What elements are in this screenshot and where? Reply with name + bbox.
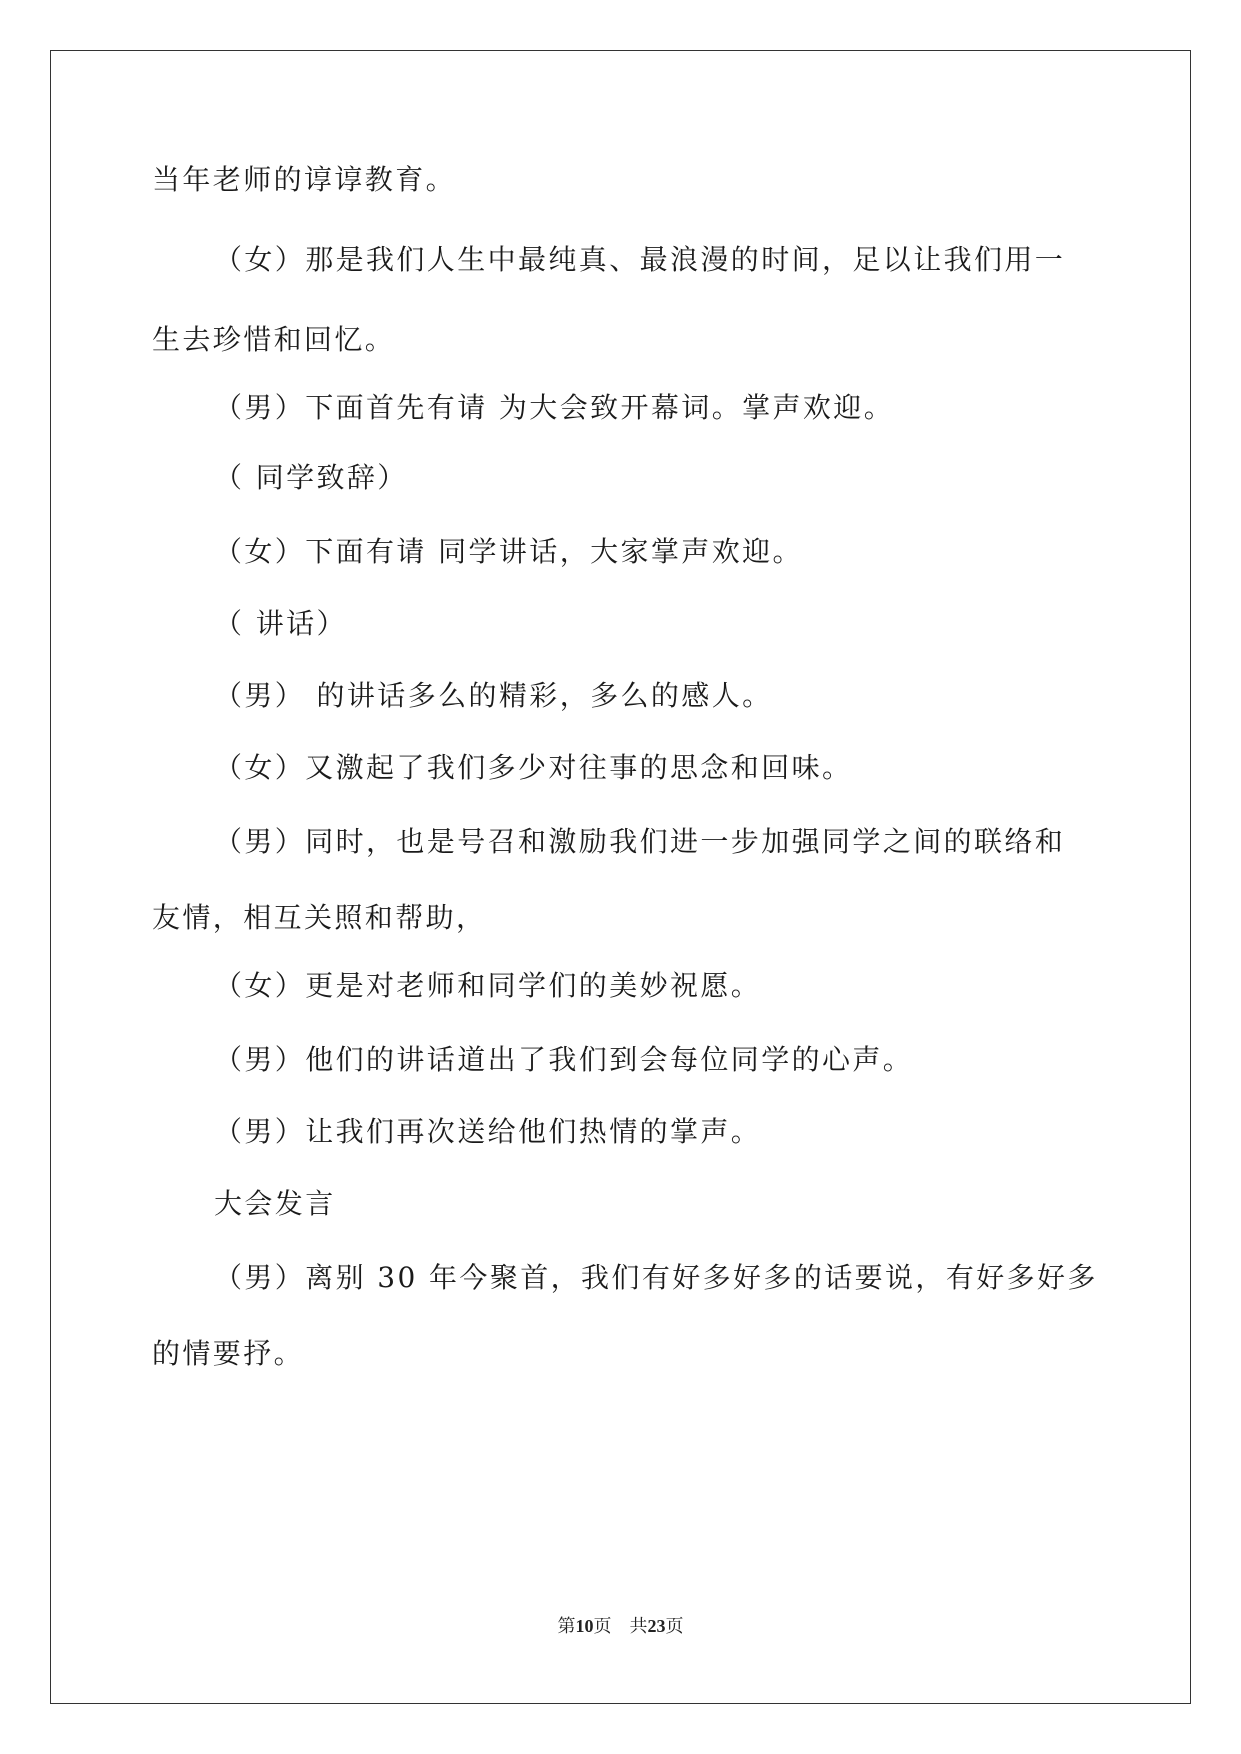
footer-total-pages: 23 xyxy=(647,1616,666,1636)
paragraph-line: （女）那是我们人生中最纯真、最浪漫的时间，足以让我们用一 xyxy=(214,243,1066,276)
paragraph-line: （女）更是对老师和同学们的美妙祝愿。 xyxy=(214,969,762,1002)
paragraph-line: 生去珍惜和回忆。 xyxy=(152,323,396,356)
footer-page-suffix: 页 xyxy=(665,1616,684,1636)
footer-page-mid: 页 共 xyxy=(593,1616,648,1636)
paragraph-line: （ 讲话） xyxy=(214,607,347,640)
paragraph-line: （ 同学致辞） xyxy=(214,461,408,494)
paragraph-line: （男）同时，也是号召和激励我们进一步加强同学之间的联络和 xyxy=(214,825,1066,858)
paragraph-line: （男）离别 30 年今聚首，我们有好多好多的话要说，有好多好多 xyxy=(214,1261,1098,1294)
page-border xyxy=(50,50,1191,1704)
paragraph-line: 友情，相互关照和帮助， xyxy=(152,901,487,934)
paragraph-line: （女）又激起了我们多少对往事的思念和回味。 xyxy=(214,751,853,784)
footer-current-page: 10 xyxy=(575,1616,594,1636)
paragraph-line: 的情要抒。 xyxy=(152,1337,305,1370)
paragraph-line: （男） 的讲话多么的精彩，多么的感人。 xyxy=(214,679,773,712)
paragraph-line: （男）下面首先有请 为大会致开幕词。掌声欢迎。 xyxy=(214,391,895,424)
paragraph-line: （女）下面有请 同学讲话，大家掌声欢迎。 xyxy=(214,535,803,568)
footer-page-prefix: 第 xyxy=(557,1616,576,1636)
paragraph-line: （男）让我们再次送给他们热情的掌声。 xyxy=(214,1115,762,1148)
page-footer xyxy=(0,1612,1241,1638)
paragraph-line: 当年老师的谆谆教育。 xyxy=(152,163,457,196)
section-heading: 大会发言 xyxy=(214,1187,336,1220)
paragraph-line: （男）他们的讲话道出了我们到会每位同学的心声。 xyxy=(214,1043,914,1076)
